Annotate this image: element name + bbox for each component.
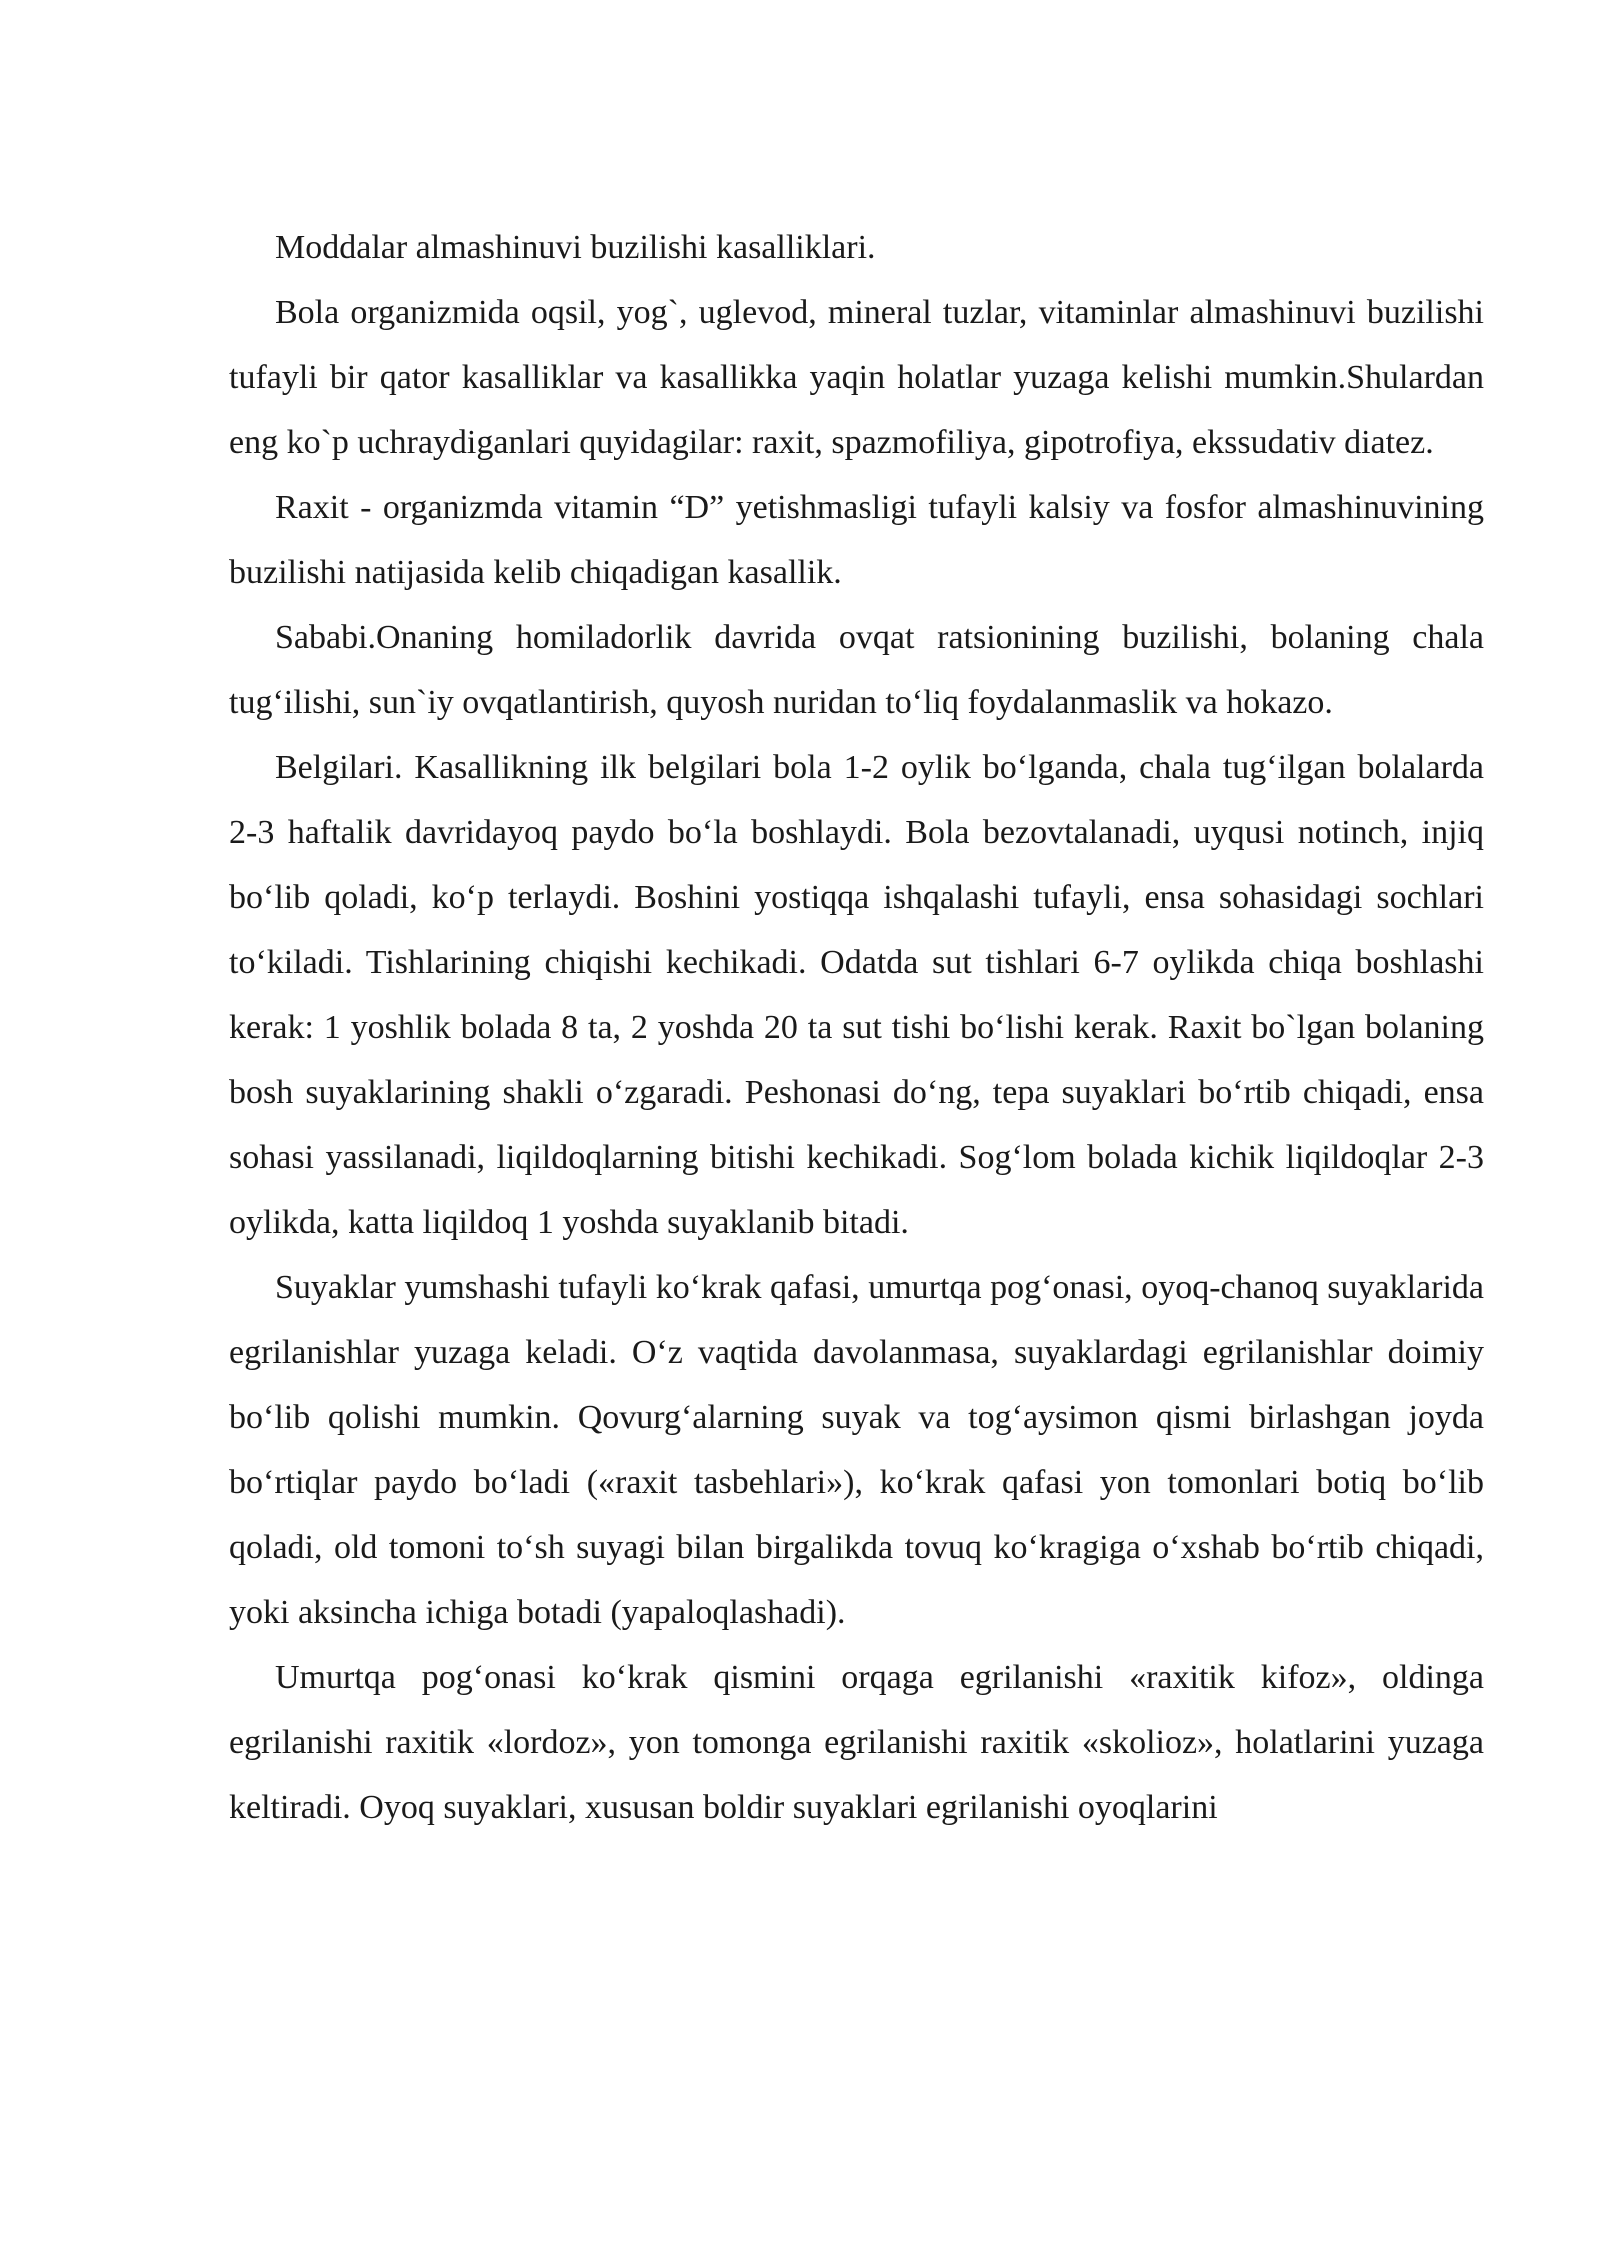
paragraph-raxit-definition: Raxit - organizmda vitamin “D” yetishmasligi tufayli kalsiy va fosfor almashinuvining buzilishi natijasida kelib chiqadigan kasallik. [229,489,1484,591]
document-body [229,215,1484,1840]
paragraph-spine-deformities: Umurtqa pog‘onasi ko‘krak qismini orqaga egrilanishi «raxitik kifoz», oldinga egrilanishi raxitik «lordoz», yon tomonga egrilanishi raxitik «skolioz», holatlarini yuzaga keltiradi. Oyoq suyaklari, xususan boldir suyaklari egrilanishi oyoqlarini [229,1659,1484,1826]
paragraph-symptoms: Belgilari. Kasallikning ilk belgilari bola 1-2 oylik bo‘lganda, chala tug‘ilgan bolalarda 2-3 haftalik davridayoq paydo bo‘la boshlaydi. Bola bezovtalanadi, uyqusi notinch, injiq bo‘lib qoladi, ko‘p terlaydi. Boshini yostiqqa ishqalashi tufayli, ensa sohasidagi sochlari to‘kiladi. Tishlarining chiqishi kechikadi. Odatda sut tishlari 6-7 oylikda chiqa boshlashi kerak: 1 yoshlik bolada 8 ta, 2 yoshda 20 ta sut tishi bo‘lishi kerak. Raxit bo`lgan bolaning bosh suyaklarining shakli o‘zgaradi. Peshonasi do‘ng, tepa suyaklari bo‘rtib chiqadi, ensa sohasi yassilanadi, liqildoqlarning bitishi kechikadi. Sog‘lom bolada kichik liqildoqlar 2-3 oylikda, katta liqildoq 1 yoshda suyaklanib bitadi. [229,749,1484,1241]
paragraph-bone-deformities: Suyaklar yumshashi tufayli ko‘krak qafasi, umurtqa pog‘onasi, oyoq-chanoq suyaklarida egrilanishlar yuzaga keladi. O‘z vaqtida davolanmasa, suyaklardagi egrilanishlar doimiy bo‘lib qolishi mumkin. Qovurg‘alarning suyak va tog‘aysimon qismi birlashgan joyda bo‘rtiqlar paydo bo‘ladi («raxit tasbehlari»), ko‘krak qafasi yon tomonlari botiq bo‘lib qoladi, old tomoni to‘sh suyagi bilan birgalikda tovuq ko‘kragiga o‘xshab bo‘rtib chiqadi, yoki aksincha ichiga botadi (yapaloqlashadi). [229,1269,1484,1631]
paragraph-causes: Sababi.Onaning homiladorlik davrida ovqat ratsionining buzilishi, bolaning chala tug‘ilishi, sun`iy ovqatlantirish, quyosh nuridan to‘liq foydalanmaslik va hokazo. [229,619,1484,721]
paragraph-intro: Bola organizmida oqsil, yog`, uglevod, mineral tuzlar, vitaminlar almashinuvi buzilishi tufayli bir qator kasalliklar va kasallikka yaqin holatlar yuzaga kelishi mumkin.Shulardan eng ko`p uchraydiganlari quyidagilar: raxit, spazmofiliya, gipotrofiya, ekssudativ diatez. [229,294,1484,461]
section-heading: Moddalar almashinuvi buzilishi kasalliklari. [275,229,876,266]
